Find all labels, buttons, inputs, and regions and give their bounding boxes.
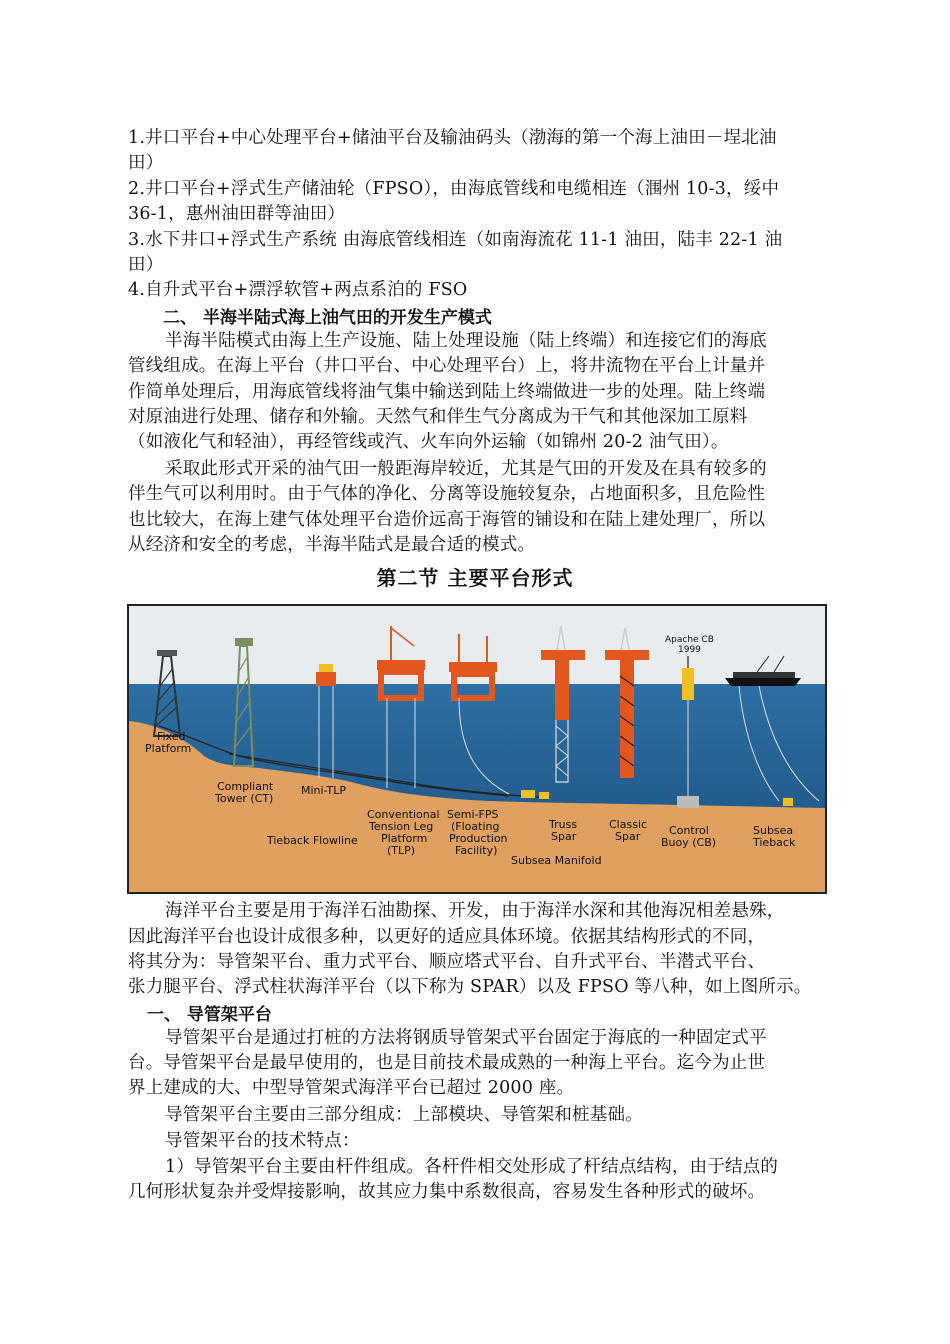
label-control-2: Buoy (CB) — [661, 836, 717, 849]
label-truss-1: Truss — [549, 818, 578, 831]
list-item-4: 4.自升式平台+漂浮软管+两点系泊的 FSO — [128, 280, 468, 300]
label-compliant-2: Tower (CT) — [215, 792, 274, 805]
list-item-1-line-1: 1.井口平台+中心处理平台+储油平台及输油码头（渤海的第一个海上油田－埕北油 — [128, 128, 777, 148]
para3-line-4: 张力腿平台、浮式柱状海洋平台（以下称为 SPAR）以及 FPSO 等八种，如上图所示。 — [128, 977, 812, 997]
para7-line-2: 几何形状复杂并受焊接影响，故其应力集中系数很高，容易发生各种形式的破坏。 — [128, 1182, 766, 1202]
label-semi-4: Facility) — [455, 844, 498, 857]
para3-line-2: 因此海洋平台也设计成很多种，以更好的适应具体环境。依据其结构形式的不同， — [128, 927, 766, 947]
label-tlp-1: Conventional — [367, 808, 440, 821]
label-truss-2: Spar — [551, 830, 577, 843]
label-tieback-flowline: Tieback Flowline — [267, 834, 358, 847]
label-tlp-3: Platform — [381, 832, 428, 845]
para3-line-1: 海洋平台主要是用于海洋石油勘探、开发，由于海洋水深和其他海况相差悬殊， — [165, 901, 785, 921]
para7-line-1: 1）导管架平台主要由杆件组成。各杆件相交处形成了杆结点结构，由于结点的 — [165, 1157, 779, 1177]
para1-line-5: （如液化气和轻油），再经管线或汽、火车向外运输（如锦州 20-2 油气田）。 — [128, 432, 729, 452]
para1-line-1: 半海半陆模式由海上生产设施、陆上处理设施（陆上终端）和连接它们的海底 — [165, 331, 767, 351]
label-subsea-1: Subsea — [753, 824, 794, 837]
label-classic-1: Classic — [609, 818, 648, 831]
para4-line-3: 界上建成的大、中型导管架式海洋平台已超过 2000 座。 — [128, 1078, 575, 1098]
apache-year: 1999 — [678, 645, 701, 655]
label-tlp-4: (TLP) — [387, 844, 416, 857]
list-item-3-line-1: 3.水下井口+浮式生产系统 由海底管线相连（如南海流花 11-1 油田，陆丰 22-1 油 — [128, 230, 783, 250]
platform-types-diagram — [129, 606, 825, 892]
list-item-2-line-2: 36-1，惠州油田群等油田） — [128, 204, 346, 224]
label-compliant-1: Compliant — [217, 780, 274, 793]
platform-types-figure — [127, 604, 827, 894]
list-item-2-line-1: 2.井口平台+浮式生产储油轮（FPSO），由海底管线和电缆相连（涠州 10-3，绥中 — [128, 179, 780, 199]
para2-line-3: 也比较大，在海上建气体处理平台造价远高于海管的铺设和在陆上建处理厂，所以 — [128, 510, 766, 530]
section-title: 第二节 主要平台形式 — [376, 566, 574, 590]
para3-line-3: 将其分为：导管架平台、重力式平台、顺应塔式平台、自升式平台、半潜式平台、 — [128, 952, 766, 972]
label-control-1: Control — [669, 824, 709, 837]
para4-line-1: 导管架平台是通过打桩的方法将钢质导管架式平台固定于海底的一种固定式平 — [165, 1028, 767, 1048]
para1-line-2: 管线组成。在海上平台（井口平台、中心处理平台）上，将井流物在平台上计量并 — [128, 356, 766, 376]
list-item-1-line-2: 田） — [128, 153, 164, 173]
section-2-heading: 二、 半海半陆式海上油气田的开发生产模式 — [163, 308, 492, 328]
label-semi-1: Semi-FPS — [447, 808, 499, 821]
para6: 导管架平台的技术特点： — [165, 1131, 360, 1151]
label-minitlp: Mini-TLP — [301, 784, 347, 797]
label-classic-2: Spar — [615, 830, 641, 843]
label-subsea-manifold: Subsea Manifold — [511, 854, 602, 867]
para4-line-2: 台。导管架平台是最早使用的，也是目前技术最成熟的一种海上平台。迄今为止世 — [128, 1053, 766, 1073]
apache-label: Apache CB — [665, 635, 714, 645]
para1-line-4: 对原油进行处理、储存和外输。天然气和伴生气分离成为干气和其他深加工原料 — [128, 407, 748, 427]
list-item-3-line-2: 田） — [128, 255, 164, 275]
label-semi-3: Production — [449, 832, 508, 845]
section-1-heading: 一、 导管架平台 — [147, 1005, 272, 1025]
para2-line-2: 伴生气可以利用时。由于气体的净化、分离等设施较复杂，占地面积多，且危险性 — [128, 484, 766, 504]
para1-line-3: 作简单处理后，用海底管线将油气集中输送到陆上终端做进一步的处理。陆上终端 — [128, 382, 766, 402]
para2-line-4: 从经济和安全的考虑，半海半陆式是最合适的模式。 — [128, 535, 536, 555]
label-semi-2: (Floating — [451, 820, 500, 833]
label-tlp-2: Tension Leg — [369, 820, 434, 833]
label-fixed-1: Fixed — [157, 730, 186, 743]
para2-line-1: 采取此形式开采的油气田一般距海岸较近，尤其是气田的开发及在具有较多的 — [165, 459, 767, 479]
label-subsea-2: Tieback — [753, 836, 796, 849]
para5: 导管架平台主要由三部分组成：上部模块、导管架和桩基础。 — [165, 1105, 643, 1125]
label-fixed-2: Platform — [145, 742, 192, 755]
